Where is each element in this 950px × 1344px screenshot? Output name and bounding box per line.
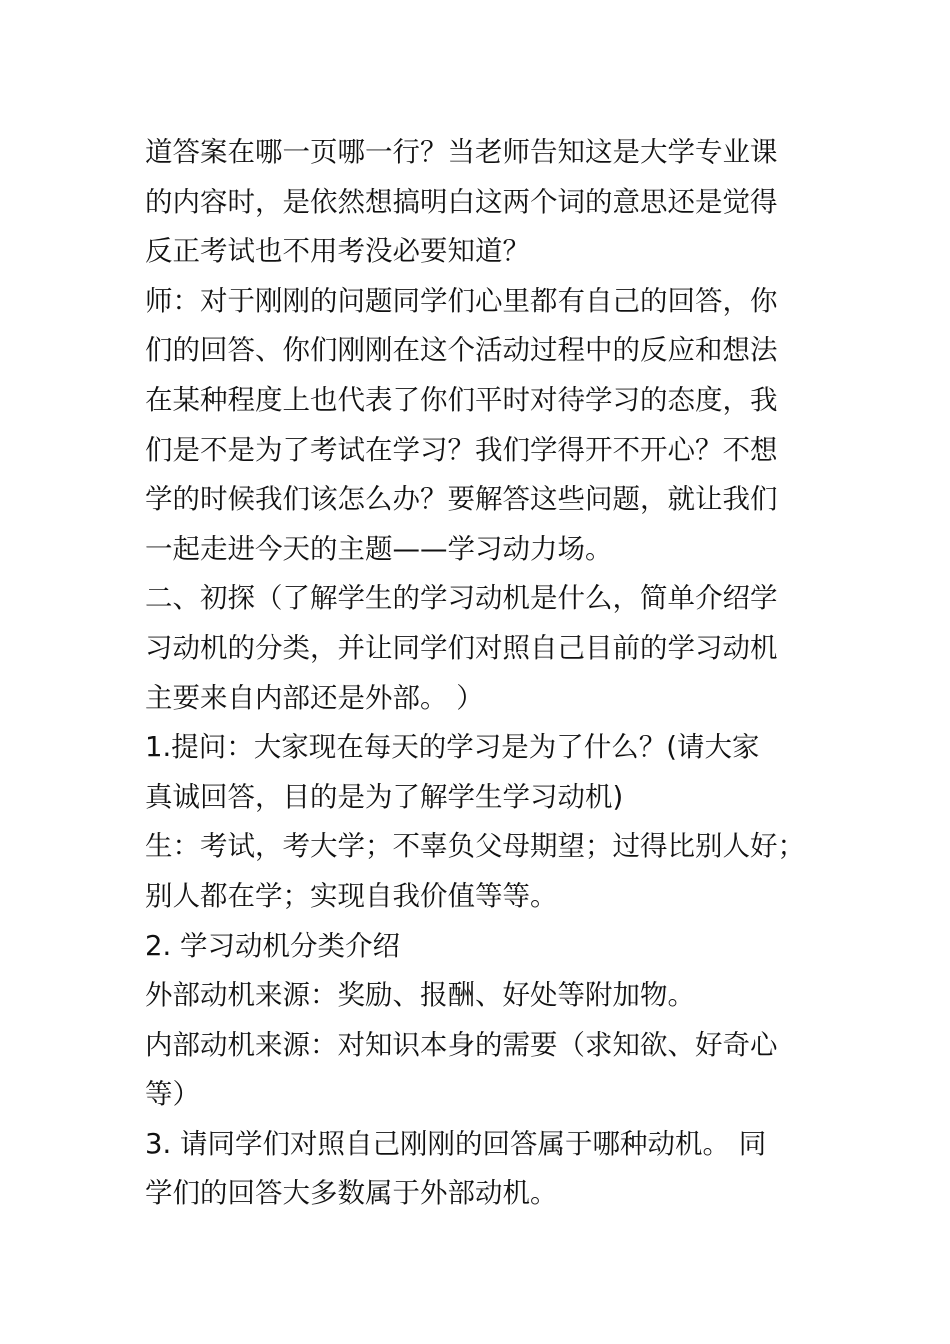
text-line: 的内容时，是依然想搞明白这两个词的意思还是觉得 xyxy=(145,185,778,218)
text-line: 内部动机来源：对知识本身的需要（求知欲、好奇心 xyxy=(145,1028,778,1061)
document-body xyxy=(145,128,845,1219)
text-line: 反正考试也不用考没必要知道？ xyxy=(145,235,530,268)
text-line: 学的时候我们该怎么办？要解答这些问题，就让我们 xyxy=(145,483,778,516)
text-line: 主要来自内部还是外部。 ） xyxy=(145,681,484,714)
text-line: 外部动机来源：奖励、报酬、好处等附加物。 xyxy=(145,979,695,1012)
text-line: 1.提问：大家现在每天的学习是为了什么？(请大家 xyxy=(145,731,760,764)
text-line: 习动机的分类，并让同学们对照自己目前的学习动机 xyxy=(145,631,778,664)
text-line: 们是不是为了考试在学习？我们学得开不开心？不想 xyxy=(145,433,778,466)
text-line: 在某种程度上也代表了你们平时对待学习的态度，我 xyxy=(145,383,778,416)
text-line: 师：对于刚刚的问题同学们心里都有自己的回答，你 xyxy=(145,284,778,317)
text-line: 真诚回答，目的是为了解学生学习动机) xyxy=(145,780,624,813)
text-line: 们的回答、你们刚刚在这个活动过程中的反应和想法 xyxy=(145,334,778,367)
text-line: 3. 请同学们对照自己刚刚的回答属于哪种动机。 同 xyxy=(145,1127,767,1160)
text-line: 别人都在学；实现自我价值等等。 xyxy=(145,879,558,912)
text-line: 2. 学习动机分类介绍 xyxy=(145,929,400,962)
text-line: 学们的回答大多数属于外部动机。 xyxy=(145,1177,558,1210)
section-heading-line: 二、初探（了解学生的学习动机是什么，简单介绍学 xyxy=(145,582,778,615)
text-line: 生：考试，考大学；不辜负父母期望；过得比别人好； xyxy=(145,830,805,863)
text-line: 一起走进今天的主题——学习动力场。 xyxy=(145,532,613,565)
text-line: 等） xyxy=(145,1078,200,1111)
text-line: 道答案在哪一页哪一行？当老师告知这是大学专业课 xyxy=(145,136,778,168)
